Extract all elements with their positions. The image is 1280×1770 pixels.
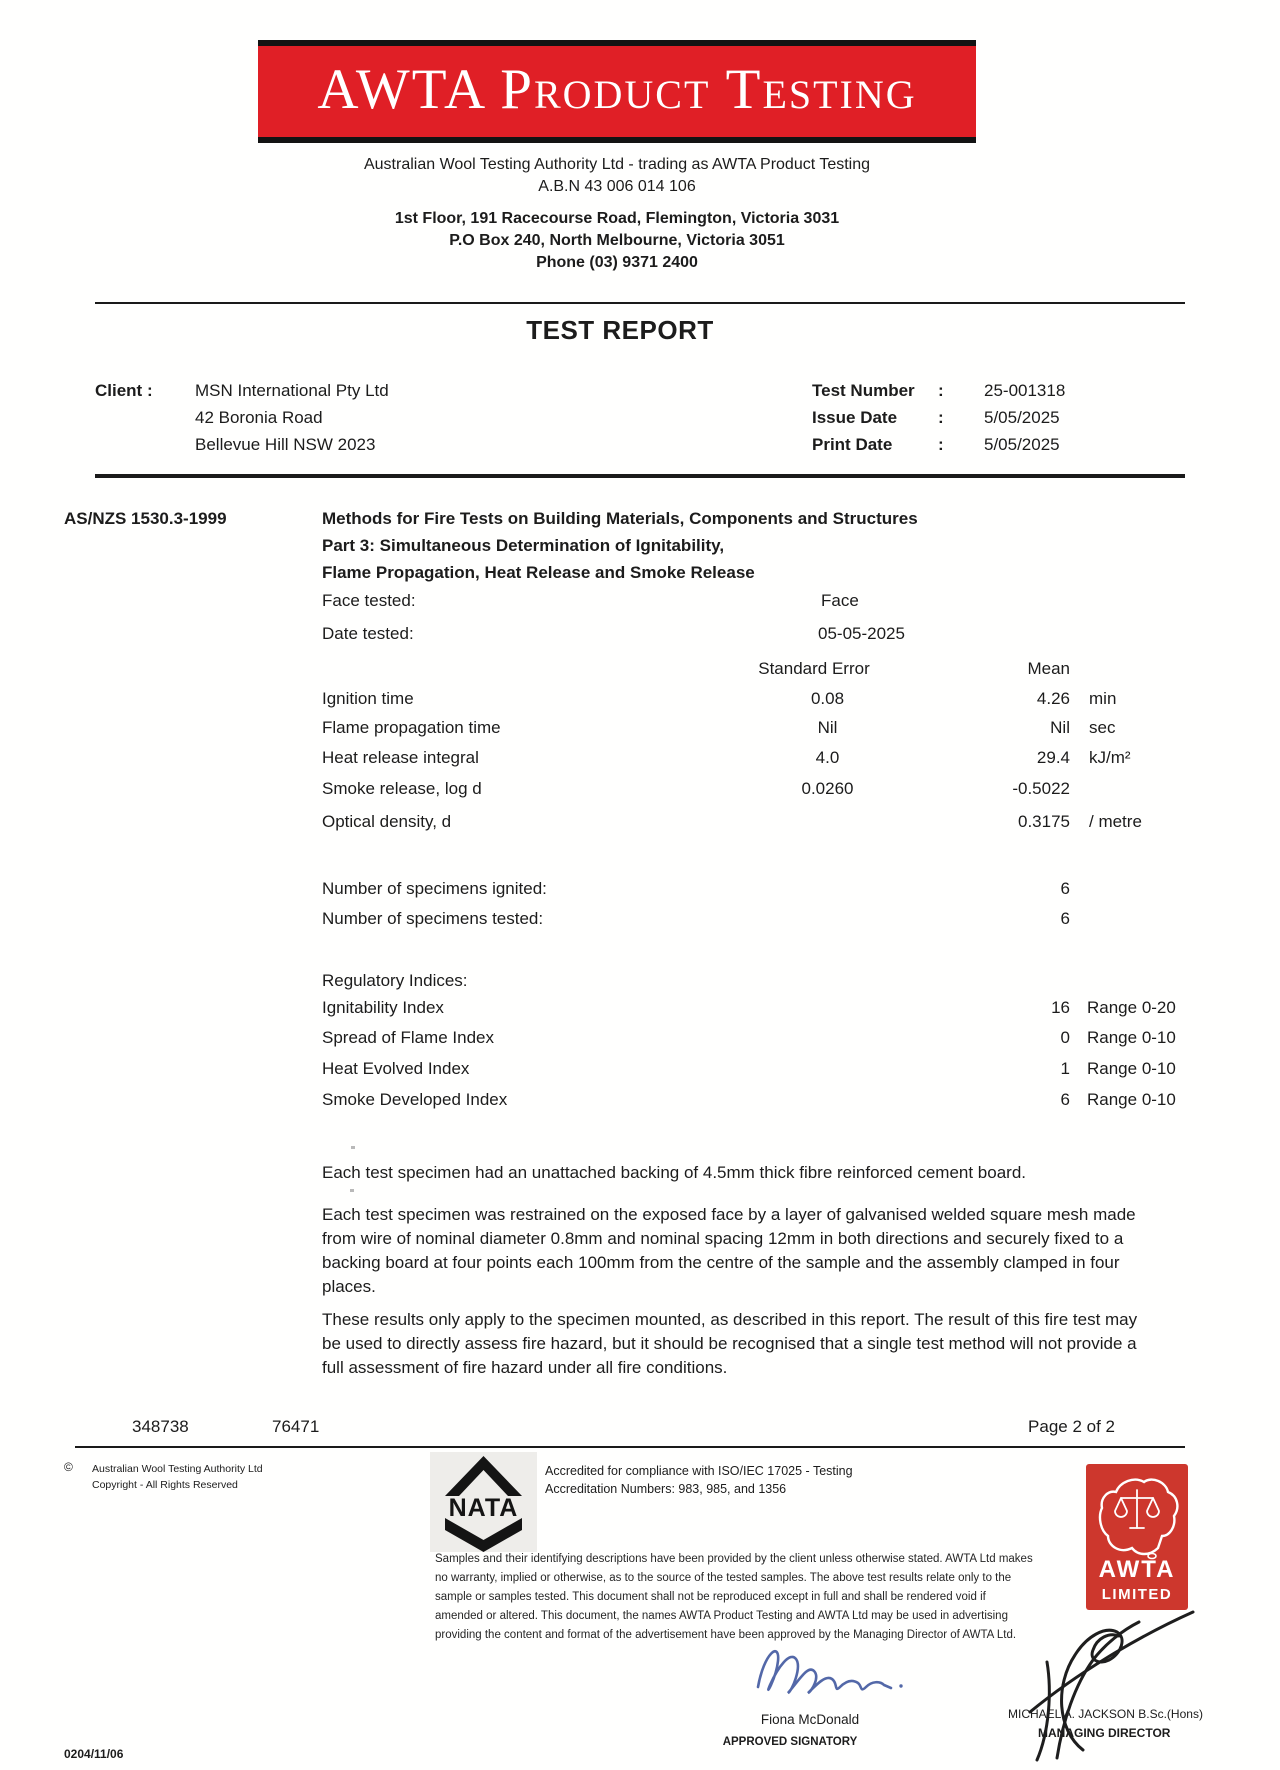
result-row-mean: 0.3175 — [1018, 812, 1070, 831]
face-tested-value: Face — [821, 591, 859, 610]
awta-logo-word: AWTA — [1098, 1556, 1176, 1583]
method-title-line-2: Part 3: Simultaneous Determination of Ignitability, — [322, 536, 725, 555]
meta-label-print-date: Print Date — [812, 435, 893, 454]
sample-number: 348738 — [132, 1417, 189, 1436]
meta-value-print-date: 5/05/2025 — [984, 435, 1060, 454]
scan-speck — [350, 1189, 354, 1192]
method-title-line-1: Methods for Fire Tests on Building Materials, Components and Structures — [322, 509, 918, 528]
client-label: Client : — [95, 381, 153, 400]
approved-signatory-signature-icon — [750, 1635, 920, 1707]
result-row-label: Ignition time — [322, 689, 414, 708]
result-row-unit: min — [1089, 689, 1117, 708]
banner-title: AWTA Product Testing — [317, 58, 917, 121]
column-header-mean: Mean — [1027, 659, 1070, 678]
indices-heading: Regulatory Indices: — [322, 971, 468, 990]
result-row-se: 4.0 — [815, 748, 840, 767]
meta-label-issue-date: Issue Date — [812, 408, 898, 427]
result-row-mean: -0.5022 — [1012, 779, 1070, 798]
copyright-line-2: Copyright - All Rights Reserved — [92, 1479, 238, 1491]
meta-sep: : — [938, 381, 944, 400]
index-row-range: Range 0-10 — [1087, 1028, 1176, 1047]
result-row-label: Flame propagation time — [322, 718, 501, 737]
managing-director-signature-icon — [1005, 1590, 1200, 1765]
result-row-mean: Nil — [1050, 718, 1070, 737]
result-row-se: Nil — [817, 718, 838, 737]
nata-label: NATA — [448, 1494, 519, 1522]
result-row-unit: sec — [1089, 718, 1116, 737]
awta-logo-limited: LIMITED — [1101, 1586, 1173, 1603]
company-address-2: P.O Box 240, North Melbourne, Victoria 3051 — [449, 232, 785, 249]
result-row-label: Smoke release, log d — [322, 779, 482, 798]
batch-number: 76471 — [272, 1417, 320, 1436]
index-row-value: 0 — [1060, 1028, 1070, 1047]
result-row-unit: / metre — [1089, 812, 1142, 831]
meta-sep: : — [938, 408, 944, 427]
director-title: MANAGING DIRECTOR — [1038, 1726, 1171, 1740]
awta-limited-logo — [1086, 1464, 1188, 1610]
index-row-range: Range 0-10 — [1087, 1059, 1176, 1078]
page-title: TEST REPORT — [526, 315, 714, 345]
method-title-line-3: Flame Propagation, Heat Release and Smoke Release — [322, 563, 755, 582]
index-row-value: 1 — [1060, 1059, 1070, 1078]
standard-code: AS/NZS 1530.3-1999 — [64, 509, 227, 528]
result-row-label: Optical density, d — [322, 812, 452, 831]
footer-divider — [75, 1446, 1185, 1448]
scan-speck — [351, 1146, 355, 1149]
awta-banner — [258, 40, 976, 143]
client-address-2: Bellevue Hill NSW 2023 — [195, 435, 376, 454]
director-name: MICHAEL A. JACKSON B.Sc.(Hons) — [1008, 1707, 1203, 1721]
meta-sep: : — [938, 435, 944, 454]
meta-label-test-number: Test Number — [812, 381, 915, 400]
copyright-icon: © — [64, 1460, 73, 1474]
meta-value-test-number: 25-001318 — [984, 381, 1066, 400]
section-divider — [95, 474, 1185, 478]
company-trading-line: Australian Wool Testing Authority Ltd - trading as AWTA Product Testing — [363, 156, 871, 173]
copyright-line-1: Australian Wool Testing Authority Ltd — [92, 1463, 263, 1475]
result-row-label: Heat release integral — [322, 748, 479, 767]
client-name: MSN International Pty Ltd — [195, 381, 389, 400]
index-row-label: Ignitability Index — [322, 998, 444, 1017]
header-divider — [95, 302, 1185, 304]
face-tested-label: Face tested: — [322, 591, 416, 610]
client-address-1: 42 Boronia Road — [195, 408, 323, 427]
specimens-ignited-value: 6 — [1060, 879, 1070, 898]
page-indicator: Page 2 of 2 — [1028, 1417, 1115, 1436]
specimens-tested-value: 6 — [1060, 909, 1070, 928]
company-address-1: 1st Floor, 191 Racecourse Road, Flemington, Victoria 3031 — [394, 210, 840, 227]
date-tested-label: Date tested: — [322, 624, 414, 643]
accreditation-line-1: Accredited for compliance with ISO/IEC 17025 - Testing — [545, 1464, 853, 1478]
note-restraint: Each test specimen was restrained on the exposed face by a layer of galvanised welded square mesh made from wire of nominal diameter 0.8mm and nominal spacing 12mm in both directions and securely fixed to a backing board at four points each 100mm from the centre of the sample and the assembly clamped in four places. — [322, 1205, 1136, 1296]
index-row-label: Heat Evolved Index — [322, 1059, 470, 1078]
nata-logo — [430, 1452, 537, 1552]
index-row-value: 6 — [1060, 1090, 1070, 1109]
index-row-label: Smoke Developed Index — [322, 1090, 508, 1109]
index-row-label: Spread of Flame Index — [322, 1028, 494, 1047]
note-backing: Each test specimen had an unattached backing of 4.5mm thick fibre reinforced cement board. — [322, 1163, 1027, 1182]
signatory-title: APPROVED SIGNATORY — [722, 1736, 858, 1748]
result-row-mean: 29.4 — [1036, 748, 1070, 767]
company-abn: A.B.N 43 006 014 106 — [538, 178, 696, 195]
result-row-se: 0.0260 — [801, 779, 854, 798]
footer-disclaimer: Samples and their identifying descriptions have been provided by the client unless otherwise stated. AWTA Ltd makes no warranty, implied or otherwise, as to the source of the tested samples. The above test results relate only to the sample or samples tested. This document shall not be reproduced except in full and shall be rendered void if amended or altered. This document, the names AWTA Product Testing and AWTA Ltd may be used in advertising providing the content and format of the advertisement have been approved by the Managing Director of AWTA Ltd. — [435, 1553, 1033, 1641]
result-row-unit: kJ/m² — [1089, 748, 1131, 767]
index-row-value: 16 — [1051, 998, 1070, 1017]
column-header-standard-error: Standard Error — [758, 659, 870, 678]
specimens-ignited-label: Number of specimens ignited: — [322, 879, 547, 898]
form-code: 0204/11/06 — [64, 1747, 124, 1761]
index-row-range: Range 0-10 — [1087, 1090, 1176, 1109]
date-tested-value: 05-05-2025 — [818, 624, 905, 643]
specimens-tested-label: Number of specimens tested: — [322, 909, 544, 928]
signatory-name: Fiona McDonald — [760, 1712, 860, 1727]
note-disclaimer-results: These results only apply to the specimen mounted, as described in this report. The result of this fire test may be used to directly assess fire hazard, but it should be recognised that a single test method will not provide a full assessment of fire hazard under all fire conditions. — [322, 1310, 1138, 1377]
meta-value-issue-date: 5/05/2025 — [984, 408, 1060, 427]
result-row-mean: 4.26 — [1036, 689, 1070, 708]
accreditation-line-2: Accreditation Numbers: 983, 985, and 1356 — [545, 1482, 787, 1496]
company-phone: Phone (03) 9371 2400 — [536, 254, 698, 271]
result-row-se: 0.08 — [810, 689, 845, 708]
index-row-range: Range 0-20 — [1087, 998, 1176, 1017]
